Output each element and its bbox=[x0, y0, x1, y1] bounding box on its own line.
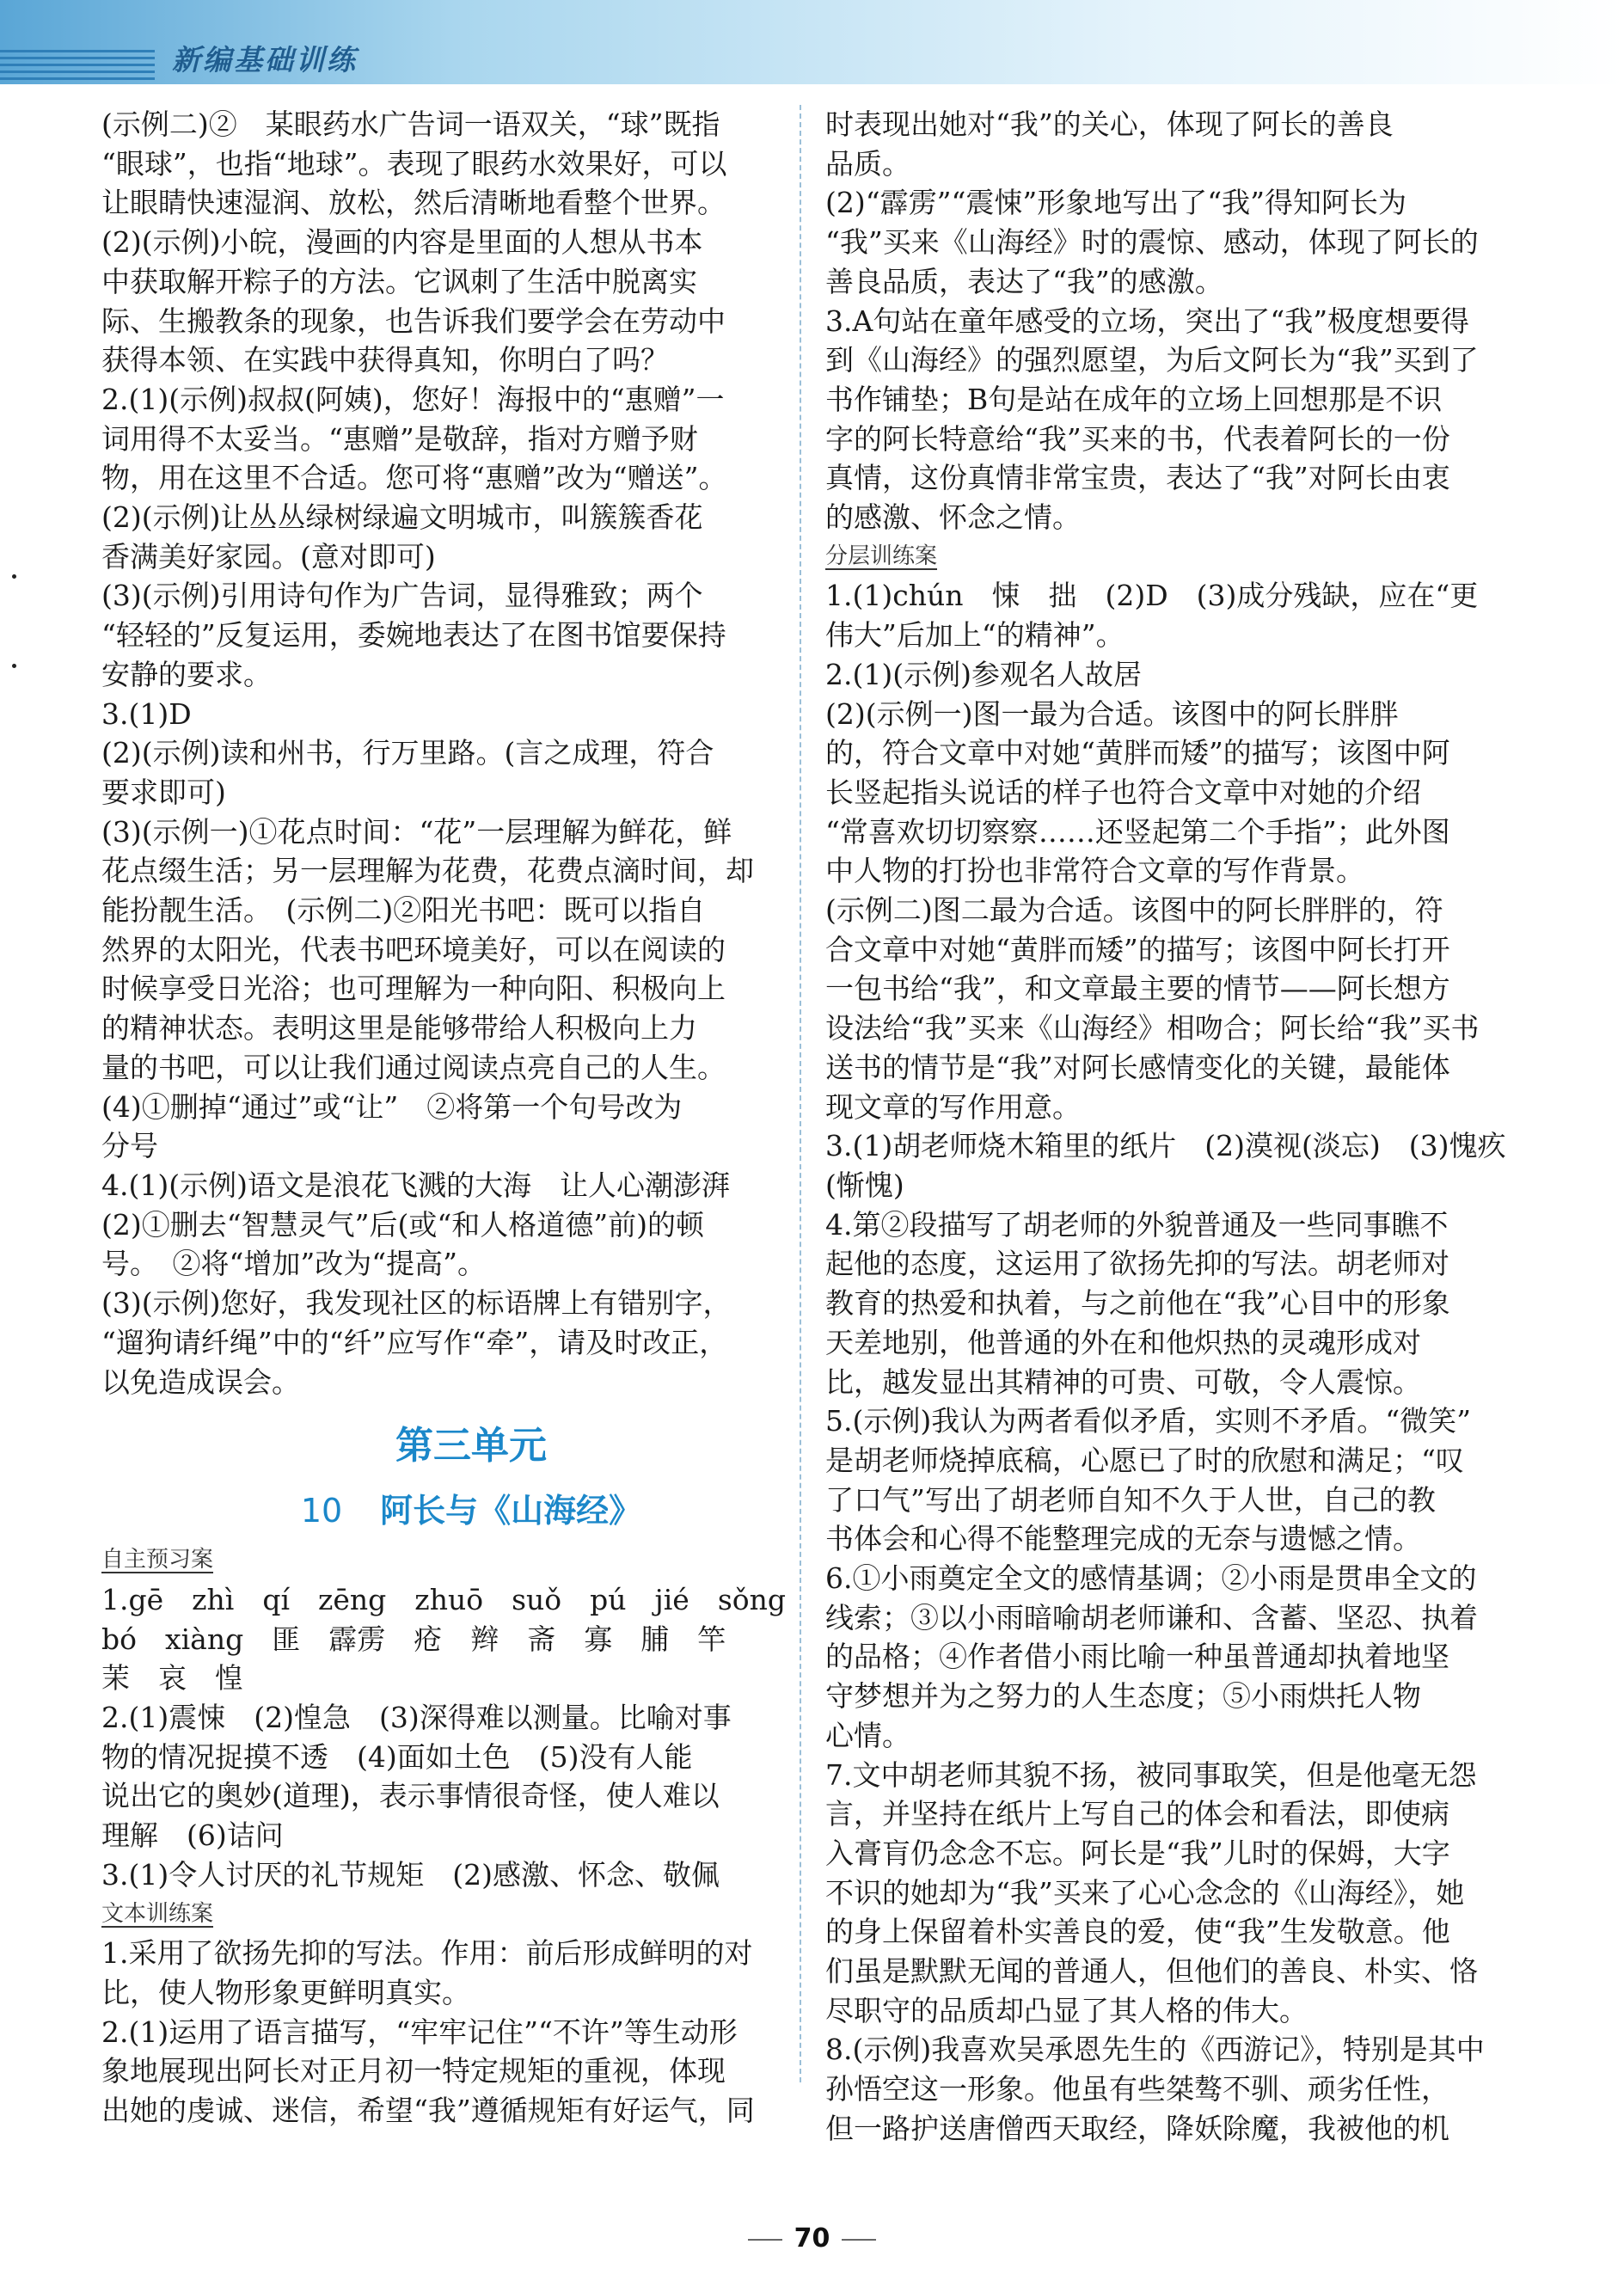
text-line: 的精神状态。表明这里是能够带给人积极向上力 bbox=[101, 1011, 697, 1046]
text-line: 孙悟空这一形象。他虽有些桀骜不驯、顽劣任性， bbox=[825, 2072, 1449, 2106]
text-line: 时表现出她对“我”的关心，体现了阿长的善良 bbox=[825, 107, 1394, 141]
text-line: 要求即可) bbox=[101, 775, 226, 809]
text-line: 教育的热爱和执着，与之前他在“我”心目中的形象 bbox=[825, 1286, 1450, 1321]
text-line: 2.(1)(示例)叔叔(阿姨)，您好！海报中的“惠赠”一 bbox=[101, 382, 725, 416]
text-line: 际、生搬教条的现象，也告诉我们要学会在劳动中 bbox=[101, 304, 726, 338]
text-line: 不识的她却为“我”买来了心心念念的《山海经》，她 bbox=[825, 1875, 1465, 1910]
text-line: 到《山海经》的强烈愿望，为后文阿长为“我”买到了 bbox=[825, 343, 1479, 377]
text-line: 1.采用了欲扬先抑的写法。作用：前后形成鲜明的对 bbox=[101, 1936, 753, 1971]
text-line: (2)(示例)小皖，漫画的内容是里面的人想从书本 bbox=[101, 225, 703, 260]
text-line: “轻轻的”反复运用，委婉地表达了在图书馆要保持 bbox=[101, 618, 726, 653]
text-line: 以免造成误会。 bbox=[101, 1364, 300, 1399]
text-line: 真情，这份真情非常宝贵，表达了“我”对阿长由衷 bbox=[825, 461, 1450, 495]
text-line: 象地展现出阿长对正月初一特定规矩的重视，体现 bbox=[101, 2054, 726, 2088]
text-line: 号。 ②将“增加”改为“提高”。 bbox=[101, 1247, 486, 1281]
text-line: 设法给“我”买来《山海经》相吻合；阿长给“我”买书 bbox=[825, 1011, 1480, 1046]
text-line: 3.(1)胡老师烧木箱里的纸片 (2)漠视(淡忘) (3)愧疚 bbox=[825, 1129, 1506, 1163]
text-line: 4.第②段描写了胡老师的外貌普通及一些同事瞧不 bbox=[825, 1207, 1449, 1242]
text-line: 3.A句站在童年感受的立场，突出了“我”极度想要得 bbox=[825, 304, 1470, 338]
text-line: (示例二)② 某眼药水广告词一语双关，“球”既指 bbox=[101, 107, 720, 141]
text-line: (3)(示例一)①花点时间：“花”一层理解为鲜花，鲜 bbox=[101, 814, 732, 849]
text-line: 合文章中对她“黄胖而矮”的描写；该图中阿长打开 bbox=[825, 932, 1450, 966]
text-line: 3.(1)D bbox=[101, 696, 192, 731]
text-line: 线索；③以小雨暗喻胡老师谦和、含蓄、坚忍、执着 bbox=[825, 1600, 1478, 1634]
text-line: 天差地别，他普通的外在和他炽热的灵魂形成对 bbox=[825, 1325, 1421, 1359]
text-line: 心情。 bbox=[825, 1718, 910, 1752]
text-line: 长竖起指头说话的样子也符合文章中对她的介绍 bbox=[825, 775, 1421, 809]
text-line: 中人物的打扮也非常符合文章的写作背景。 bbox=[825, 854, 1364, 888]
text-line: 比，使人物形象更鲜明真实。 bbox=[101, 1975, 470, 2009]
header-title: 新编基础训练 bbox=[172, 43, 358, 77]
text-line: (2)①删去“智慧灵气”后(或“和人格道德”前)的顿 bbox=[101, 1207, 704, 1242]
text-line: 词用得不太妥当。“惠赠”是敬辞，指对方赠予财 bbox=[101, 421, 698, 456]
right-column bbox=[825, 105, 1565, 2149]
text-line: 让眼睛快速湿润、放松，然后清晰地看整个世界。 bbox=[101, 186, 726, 220]
text-line: 8.(示例)我喜欢吴承恩先生的《西游记》，特别是其中 bbox=[825, 2033, 1485, 2067]
text-line: 起他的态度，这运用了欲扬先抑的写法。胡老师对 bbox=[825, 1247, 1449, 1281]
text-line: (3)(示例)您好，我发现社区的标语牌上有错别字， bbox=[101, 1286, 732, 1321]
text-line: (2)(示例)读和州书，行万里路。(言之成理，符合 bbox=[101, 736, 714, 770]
text-line: 茉 哀 惶 bbox=[101, 1661, 243, 1696]
text-line: 善良品质，表达了“我”的感激。 bbox=[825, 264, 1223, 298]
text-line: 中获取解开粽子的方法。它讽刺了生活中脱离实 bbox=[101, 264, 697, 298]
text-line: 品质。 bbox=[825, 146, 910, 181]
text-line: 花点缀生活；另一层理解为花费，花费点滴时间，却 bbox=[101, 854, 754, 888]
unit-title: 第三单元 bbox=[395, 1424, 547, 1469]
page-number-footer bbox=[0, 2223, 1624, 2254]
text-line: “我”买来《山海经》时的震惊、感动，体现了阿长的 bbox=[825, 225, 1479, 260]
header-decoration bbox=[0, 50, 155, 84]
text-line: 然界的太阳光，代表书吧环境美好，可以在阅读的 bbox=[101, 932, 726, 966]
text-line: (惭愧) bbox=[825, 1168, 904, 1202]
text-line: 伟大”后加上“的精神”。 bbox=[825, 618, 1125, 653]
text-line: 现文章的写作用意。 bbox=[825, 1089, 1081, 1124]
text-line: 出她的虔诚、迷信，希望“我”遵循规矩有好运气，同 bbox=[101, 2094, 755, 2128]
lesson-number: 10 bbox=[300, 1492, 343, 1530]
text-line: 7.文中胡老师其貌不扬，被同事取笑，但是他毫无怨 bbox=[825, 1757, 1477, 1792]
text-line: (3)(示例)引用诗句作为广告词，显得雅致；两个 bbox=[101, 579, 703, 613]
right-top-answer-lines bbox=[825, 105, 1565, 537]
preview-answer-lines bbox=[101, 1580, 841, 1895]
text-line: 分号 bbox=[101, 1129, 158, 1163]
text-line: 们虽是默默无闻的普通人，但他们的善良、朴实、恪 bbox=[825, 1954, 1478, 1989]
lesson-title bbox=[101, 1481, 841, 1541]
text-line: 2.(1)运用了语言描写，“牢牢记住”“不许”等生动形 bbox=[101, 2015, 738, 2049]
text-line: 一包书给“我”，和文章最主要的情节——阿长想方 bbox=[825, 972, 1450, 1006]
text-line: 了口气”写出了胡老师自知不久于人世，自己的教 bbox=[825, 1482, 1436, 1517]
text-line: 6.①小雨奠定全文的感情基调；②小雨是贯串全文的 bbox=[825, 1561, 1477, 1596]
section-label-text-training: 文本训练案 bbox=[101, 1900, 214, 1927]
text-line: 尽职守的品质却凸显了其人格的伟大。 bbox=[825, 1993, 1308, 2027]
section-label-layered: 分层训练案 bbox=[825, 543, 938, 569]
text-line: 3.(1)令人讨厌的礼节规矩 (2)感激、怀念、敬佩 bbox=[101, 1857, 720, 1892]
text-line: 的感激、怀念之情。 bbox=[825, 500, 1081, 535]
text-line: (示例二)图二最为合适。该图中的阿长胖胖的，符 bbox=[825, 893, 1443, 928]
text-line: 物的情况捉摸不透 (4)面如土色 (5)没有人能 bbox=[101, 1739, 693, 1774]
text-line: 香满美好家园。(意对即可) bbox=[101, 539, 436, 573]
lesson-name: 阿长与《山海经》 bbox=[380, 1492, 642, 1530]
text-line: 2.(1)震悚 (2)惶急 (3)深得难以测量。比喻对事 bbox=[101, 1701, 732, 1735]
page-number: 70 bbox=[794, 2223, 830, 2254]
text-line: 入膏肓仍念念不忘。阿长是“我”儿时的保姆，大字 bbox=[825, 1836, 1450, 1870]
text-line: 物，用在这里不合适。您可将“惠赠”改为“赠送”。 bbox=[101, 461, 727, 495]
text-line: 字的阿长特意给“我”买来的书，代表着阿长的一份 bbox=[825, 421, 1450, 456]
text-line: 但一路护送唐僧西天取经，降妖除魔，我被他的机 bbox=[825, 2111, 1449, 2145]
text-line: 说出它的奥妙(道理)，表示事情很奇怪，使人难以 bbox=[101, 1779, 720, 1813]
text-line: “眼球”，也指“地球”。表现了眼药水效果好，可以 bbox=[101, 146, 727, 181]
text-line: 5.(示例)我认为两者看似矛盾，实则不矛盾。“微笑” bbox=[825, 1404, 1471, 1438]
text-line: (2)(示例一)图一最为合适。该图中的阿长胖胖 bbox=[825, 696, 1399, 731]
text-line: bó xiàng 匪 霹雳 疮 辫 斋 寡 脯 竿 bbox=[101, 1622, 726, 1656]
text-line: 1.(1)chún 悚 拙 (2)D (3)成分残缺，应在“更 bbox=[825, 579, 1479, 613]
text-line: 的身上保留着朴实善良的爱，使“我”生发敬意。他 bbox=[825, 1915, 1450, 1949]
margin-dot bbox=[12, 664, 16, 668]
text-line: “遛狗请纤绳”中的“纤”应写作“牵”，请及时改正， bbox=[101, 1325, 728, 1359]
text-line: (2)“霹雳”“震悚”形象地写出了“我”得知阿长为 bbox=[825, 186, 1406, 220]
text-line: 量的书吧，可以让我们通过阅读点亮自己的人生。 bbox=[101, 1050, 726, 1084]
text-line: 1.gē zhì qí zēng zhuō suǒ pú jié sǒng bbox=[101, 1582, 786, 1616]
text-line: (4)①删掉“通过”或“让” ②将第一个句号改为 bbox=[101, 1089, 683, 1124]
text-line: “常喜欢切切察察……还竖起第二个手指”；此外图 bbox=[825, 814, 1450, 849]
text-line: (2)(示例)让丛丛绿树绿遍文明城市，叫簇簇香花 bbox=[101, 500, 703, 535]
layered-answer-lines bbox=[825, 576, 1565, 2148]
text-line: 的，符合文章中对她“黄胖而矮”的描写；该图中阿 bbox=[825, 736, 1450, 770]
text-line: 是胡老师烧掉底稿，心愿已了时的欣慰和满足；“叹 bbox=[825, 1443, 1464, 1477]
text-training-answer-lines bbox=[101, 1934, 841, 2131]
text-line: 2.(1)(示例)参观名人故居 bbox=[825, 657, 1142, 691]
text-line: 书作铺垫；B句是站在成年的立场上回想那是不识 bbox=[825, 382, 1443, 416]
text-line: 比，越发显出其精神的可贵、可敬，令人震惊。 bbox=[825, 1364, 1421, 1399]
left-column bbox=[101, 105, 841, 2131]
text-line: 言，并坚持在纸片上写自己的体会和看法，即使病 bbox=[825, 1797, 1449, 1831]
footer-dash bbox=[748, 2239, 782, 2241]
text-line: 时候享受日光浴；也可理解为一种向阳、积极向上 bbox=[101, 972, 726, 1006]
text-line: 获得本领、在实践中获得真知，你明白了吗？ bbox=[101, 343, 669, 377]
section-label-preview: 自主预习案 bbox=[101, 1547, 214, 1573]
text-line: 的品格；④作者借小雨比喻一种虽普通却执着地坚 bbox=[825, 1640, 1449, 1674]
text-line: 能扮靓生活。 (示例二)②阳光书吧：既可以指自 bbox=[101, 893, 706, 928]
text-line: 送书的情节是“我”对阿长感情变化的关键，最能体 bbox=[825, 1050, 1450, 1084]
text-line: 守梦想并为之努力的人生态度；⑤小雨烘托人物 bbox=[825, 1679, 1421, 1714]
margin-dot bbox=[12, 574, 16, 579]
footer-dash bbox=[842, 2239, 876, 2241]
text-line: 书体会和心得不能整理完成的无奈与遗憾之情。 bbox=[825, 1522, 1421, 1556]
text-line: 理解 (6)诘问 bbox=[101, 1818, 284, 1853]
text-line: 安静的要求。 bbox=[101, 657, 272, 691]
text-line: 4.(1)(示例)语文是浪花飞溅的大海 让人心潮澎湃 bbox=[101, 1168, 730, 1202]
left-answer-lines bbox=[101, 105, 841, 1401]
